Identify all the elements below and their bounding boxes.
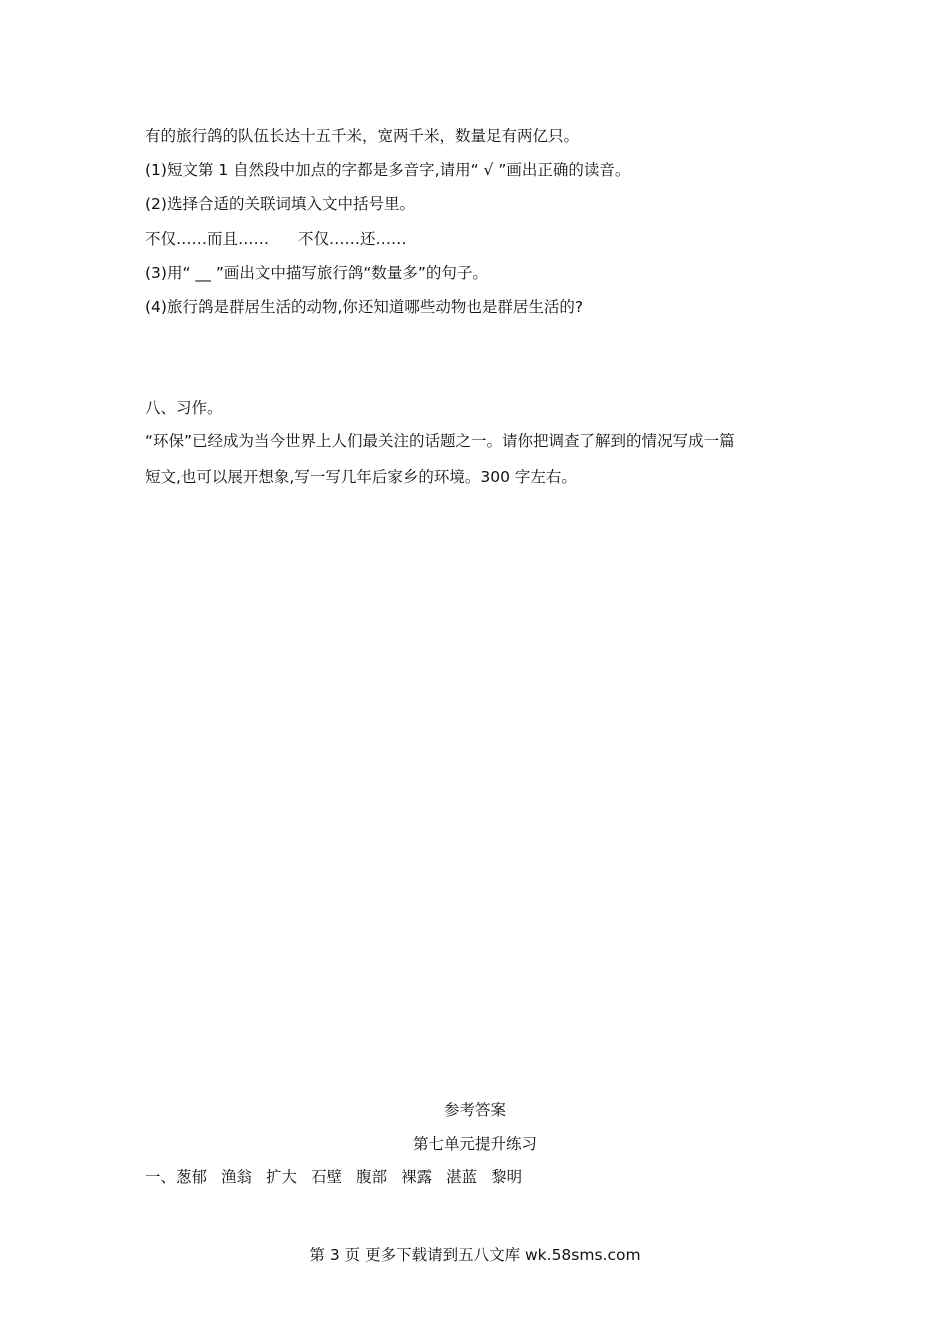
composition-prompt-line-1: “环保”已经成为当今世界上人们最关注的话题之一。请你把调查了解到的情况写成一篇: [145, 432, 735, 450]
answer-word: 裸露: [401, 1168, 433, 1186]
answer-word: 渔翁: [221, 1168, 253, 1186]
question-1: (1)短文第 1 自然段中加点的字都是多音字,请用“ √ ”画出正确的读音。: [145, 161, 631, 179]
answer-word: 黎明: [491, 1168, 523, 1186]
question-3: (3)用“ __ ”画出文中描写旅行鸽“数量多”的句子。: [145, 264, 488, 282]
conjunction-options: [145, 229, 430, 249]
answers-subtitle: 第七单元提升练习: [412, 1135, 537, 1153]
answer-word: 腹部: [356, 1168, 388, 1186]
answers-section-1: [145, 1167, 536, 1187]
conjunction-option: 不仅……还……: [297, 230, 407, 248]
answer-word: 石壁: [311, 1168, 343, 1186]
question-2: (2)选择合适的关联词填入文中括号里。: [145, 195, 415, 213]
composition-prompt-line-2: 短文,也可以展开想象,写一写几年后家乡的环境。300 字左右。: [145, 468, 577, 486]
answers-section-prefix: 一、: [145, 1168, 177, 1186]
question-4: (4)旅行鸽是群居生活的动物,你还知道哪些动物也是群居生活的?: [145, 298, 584, 316]
page-footer: 第 3 页 更多下载请到五八文库 wk.58sms.com: [309, 1246, 641, 1264]
answer-word: 湛蓝: [446, 1168, 478, 1186]
answer-word: 扩大: [266, 1168, 298, 1186]
passage-tail-line: 有的旅行鸽的队伍长达十五千米，宽两千米，数量足有两亿只。: [145, 127, 580, 145]
composition-heading: 八、习作。: [145, 399, 223, 417]
conjunction-option: 不仅……而且……: [145, 230, 270, 248]
answer-word: 葱郁: [176, 1168, 208, 1186]
answers-title: 参考答案: [443, 1101, 506, 1119]
